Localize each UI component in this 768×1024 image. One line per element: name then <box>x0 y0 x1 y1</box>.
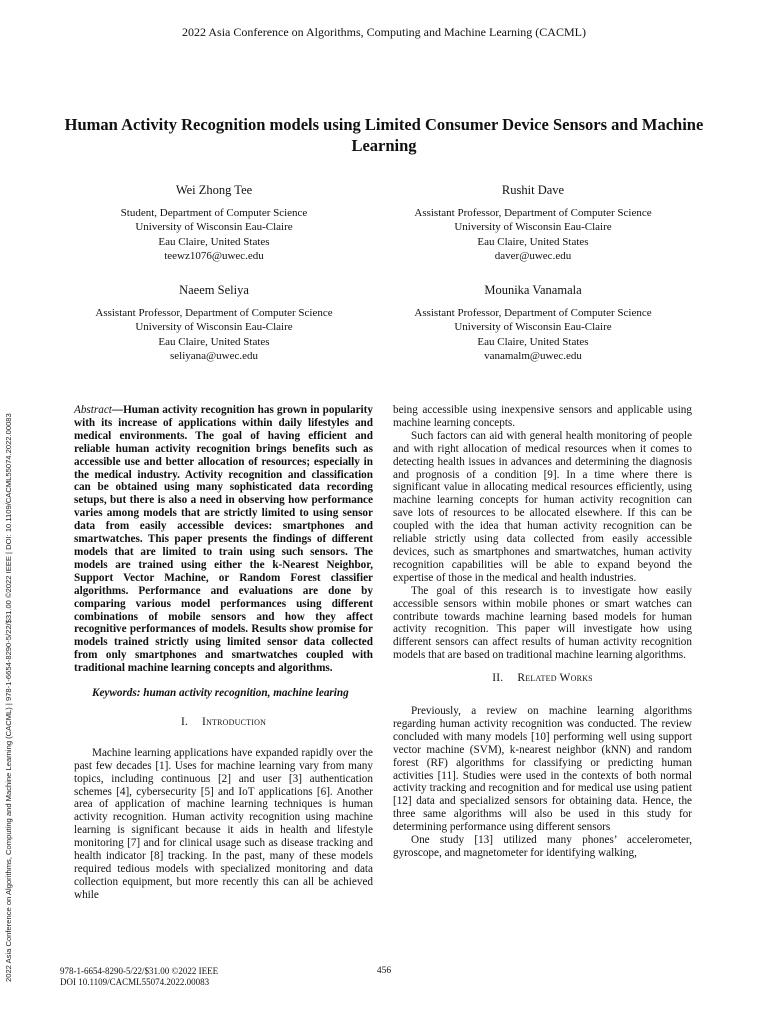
page-number: 456 <box>376 966 392 976</box>
author-block-1 <box>64 183 364 264</box>
section-number: II. <box>492 672 504 685</box>
author-name: Wei Zhong Tee <box>175 183 253 197</box>
author-role: Student, Department of Computer Science <box>120 206 308 219</box>
author-location: Eau Claire, United States <box>158 335 270 348</box>
conference-header: 2022 Asia Conference on Algorithms, Computing and Machine Learning (CACML) <box>182 25 586 39</box>
author-block-4 <box>383 283 683 364</box>
author-email: teewz1076@uwec.edu <box>164 250 264 262</box>
author-location: Eau Claire, United States <box>158 235 270 248</box>
author-affiliation: University of Wisconsin Eau-Claire <box>135 221 293 233</box>
intro-paragraph-3: The goal of this research is to investigate how easily accessible sensors within mobile phones or smart watches can contribute towards machine learning based models for human activity recognition. This paper will investigate how using different sensors can affect results of human activity recognition models that are based on traditional machine learning algorithms. <box>393 584 692 662</box>
paper-title: Human Activity Recognition models using Limited Consumer Device Sensors and Machine Learning <box>64 115 704 155</box>
author-affiliation: University of Wisconsin Eau-Claire <box>135 321 293 333</box>
author-role: Assistant Professor, Department of Computer Science <box>414 206 652 219</box>
section-number: I. <box>180 715 189 728</box>
section-heading-introduction <box>74 716 373 729</box>
abstract-text: —Human activity recognition has grown in popularity with its increase of applications within daily lifestyles and medical environments. The goal of having efficient and reliable human activity recognition brings benefits such as accessible use and better allocation of resources; especially in the medical industry. Activity recognition and classification can be obtained using many sophisticated data recording setups, but there is also a need in observing how performance varies among models that are strictly limited to using sensor data from easily accessible devices: smartphones and smartwatches. This paper presents the findings of different models that are limited to train using such sensors. The models are trained using either the k-Nearest Neighbor, Support Vector Machine, or Random Forest classifier algorithms. Performance and evaluations are done by comparing various model performances using different combinations of mobile sensors and how they affect recognitive performances of models. Results show promise for models trained strictly using limited sensor data collected from only smartphones and smartwatches coupled with traditional machine learning concepts and algorithms. <box>74 404 373 675</box>
keywords-text: human activity recognition, machine learing <box>140 687 349 700</box>
section-heading-related-works <box>393 672 692 685</box>
related-works-paragraph-2: One study [13] utilized many phones’ accelerometer, gyroscope, and magnetometer for identifying walking, <box>393 834 692 859</box>
section-title: Introduction <box>202 715 267 728</box>
abstract <box>74 404 373 675</box>
author-block-3 <box>64 283 364 364</box>
right-column <box>393 404 692 860</box>
author-role: Assistant Professor, Department of Computer Science <box>414 306 652 319</box>
author-affiliation: University of Wisconsin Eau-Claire <box>454 221 612 233</box>
intro-paragraph-2: Such factors can aid with general health monitoring of people and with right allocation of medical resources when it comes to detecting health issues in advances and determining the diagnosis and prognosis of a condition [9]. In a time where there is significant value in allocating medical resources efficiently, using machine learning concepts for human activity recognition can save lots of resources to be allocated elsewhere. If this can be coupled with the idea that human activity recognition can be reliable strictly using data collected from easily accessible devices, such as smartphones and smartwatches, human activity recognition capabilities will be able to expand beyond the expertise of those in the medical and health industries. <box>393 429 692 584</box>
footer-doi: DOI 10.1109/CACML55074.2022.00083 <box>60 977 210 987</box>
abstract-lead: Abstract <box>74 404 112 416</box>
author-email: daver@uwec.edu <box>494 250 572 262</box>
related-works-paragraph-1: Previously, a review on machine learning algorithms regarding human activity recognition was conducted. The review concluded with many models [10] performing well using support vector machine (SVM), k-nearest neighbor (kNN) and random forest (RF) algorithms for classifying or predicting human activities [11]. Studies were used in the contexts of both normal activity tracking and recognition and for medical use using patient [12] data and specialized sensors for obtaining data. Hence, the three same algorithms will also be used in this study for determining performance using different sensors <box>393 705 692 834</box>
section-title: Related Works <box>517 672 593 685</box>
author-location: Eau Claire, United States <box>477 235 589 248</box>
author-role: Assistant Professor, Department of Computer Science <box>95 306 333 319</box>
author-email: seliyana@uwec.edu <box>169 350 258 362</box>
author-name: Naeem Seliya <box>179 283 249 297</box>
keywords-label: Keywords: <box>92 687 141 700</box>
intro-paragraph-1-continued: being accessible using inexpensive sensors and applicable using machine learning concepts. <box>393 404 692 429</box>
author-email: vanamalm@uwec.edu <box>484 350 582 362</box>
left-column <box>74 404 373 902</box>
intro-paragraph-1: Machine learning applications have expanded rapidly over the past few decades [1]. Uses for machine learning vary from many topics, including continuous [2] and user [3] authentication schemes [4], cybersecurity [5] and IoT applications [6]. Another area of application of machine learning techniques is human activity recognition. Human activity recognition using machine learning is significant because it aids in health and lifestyle monitoring [7] and for clinical usage such as disease tracking and health indicator [8] tracking. In the past, many of these models required tedious models with specialized monitoring and data collection equipment, but more recently this can all be achieved while <box>74 746 373 901</box>
author-block-2 <box>383 183 683 264</box>
author-name: Mounika Vanamala <box>484 283 582 297</box>
keywords <box>74 687 373 700</box>
footer-isbn: 978-1-6654-8290-5/22/$31.00 ©2022 IEEE <box>60 966 219 976</box>
author-name: Rushit Dave <box>501 183 565 197</box>
author-location: Eau Claire, United States <box>477 335 589 348</box>
author-affiliation: University of Wisconsin Eau-Claire <box>454 321 612 333</box>
doi-sideband: 2022 Asia Conference on Algorithms, Computing and Machine Learning (CACML) | 978-1-6654-8290-5/22/$31.00 ©2022 IEEE | DOI: 10.1109/CACML55074.2022.00083 <box>4 413 13 982</box>
